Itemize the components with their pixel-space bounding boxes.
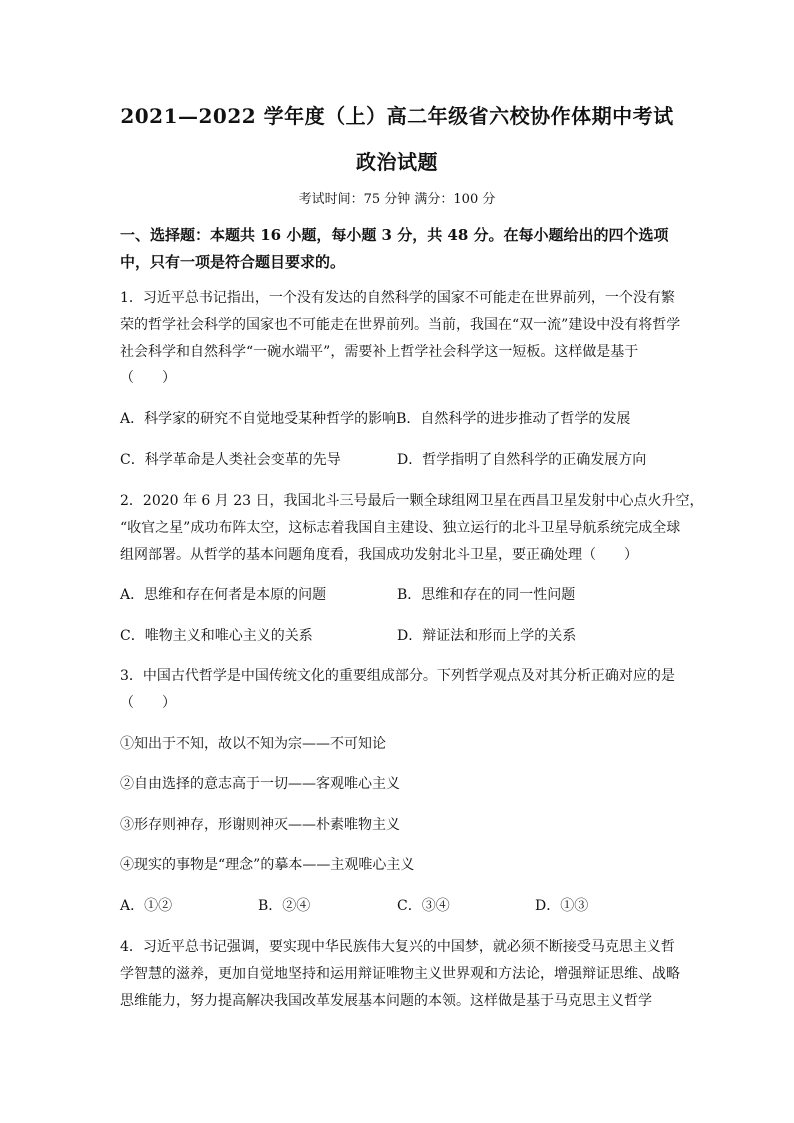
q3-option-c: C．③④ xyxy=(397,898,450,914)
q3-option-b: B．②④ xyxy=(258,898,311,914)
q2-line-2: “收官之星”成功布阵太空，这标志着我国自主建设、独立运行的北斗卫星导航系统完成全球 xyxy=(120,520,681,536)
q3-item-3: ③形存则神存，形谢则神灭——朴素唯物主义 xyxy=(120,817,400,833)
exam-title: 2021—2022 学年度（上）高二年级省六校协作体期中考试 xyxy=(120,104,674,128)
q1-line-3: 社会科学和自然科学“一碗水端平”，需要补上哲学社会科学这一短板。这样做是基于 xyxy=(120,344,639,360)
section-instructions xyxy=(120,222,680,276)
q2-option-b: B．思维和存在的同一性问题 xyxy=(397,587,576,603)
q3-item-2: ②自由选择的意志高于一切——客观唯心主义 xyxy=(120,776,400,792)
q2-option-c: C．唯物主义和唯心主义的关系 xyxy=(120,628,313,644)
q1-line-2: 荣的哲学社会科学的国家也不可能走在世界前列。当前，我国在“双一流”建设中没有将哲学 xyxy=(120,317,681,333)
q4-line-3: 思维能力，努力提高解决我国改革发展基本问题的本领。这样做是基于马克思主义哲学 xyxy=(120,993,652,1009)
exam-meta: 考试时间：75 分钟 满分：100 分 xyxy=(298,192,496,207)
q1-option-c: C．科学革命是人类社会变革的先导 xyxy=(120,452,341,468)
q3-line-1: 3．中国古代哲学是中国传统文化的重要组成部分。下列哲学观点及对其分析正确对应的是 xyxy=(120,668,675,684)
q3-option-a: A．①② xyxy=(120,898,173,914)
exam-subtitle: 政治试题 xyxy=(356,150,438,174)
q2-option-a: A．思维和存在何者是本原的问题 xyxy=(120,587,327,603)
q4-line-2: 学智慧的滋养，更加自觉地坚持和运用辩证唯物主义世界观和方法论，增强辩证思维、战略 xyxy=(120,966,680,982)
q3-item-4: ④现实的事物是“理念”的摹本——主观唯心主义 xyxy=(120,857,415,873)
q3-option-d: D．①③ xyxy=(535,898,589,914)
q3-item-1: ①知出于不知，故以不知为宗——不可知论 xyxy=(120,736,386,752)
q3-line-2: （ ） xyxy=(120,695,176,711)
section-line-2: 中，只有一项是符合题目要求的。 xyxy=(120,253,346,271)
q1-option-ab: A．科学家的研究不自觉地受某种哲学的影响B．自然科学的进步推动了哲学的发展 xyxy=(120,411,631,427)
q2-option-d: D．辩证法和形而上学的关系 xyxy=(397,628,577,644)
q2-line-3: 组网部署。从哲学的基本问题角度看，我国成功发射北斗卫星，要正确处理（ ） xyxy=(120,547,638,563)
section-line-1: 一、选择题：本题共 16 小题，每小题 3 分，共 48 分。在每小题给出的四个选项 xyxy=(120,226,669,244)
q1-option-d: D．哲学指明了自然科学的正确发展方向 xyxy=(397,452,647,468)
q1-line-4: （ ） xyxy=(120,370,176,386)
q4-line-1: 4．习近平总书记强调，要实现中华民族伟大复兴的中国梦，就必须不断接受马克思主义哲 xyxy=(120,939,675,955)
q2-line-1: 2．2020 年 6 月 23 日，我国北斗三号最后一颗全球组网卫星在西昌卫星发射中心点火升空， xyxy=(120,493,704,509)
q1-line-1: 1．习近平总书记指出，一个没有发达的自然科学的国家不可能走在世界前列，一个没有繁 xyxy=(120,290,675,306)
